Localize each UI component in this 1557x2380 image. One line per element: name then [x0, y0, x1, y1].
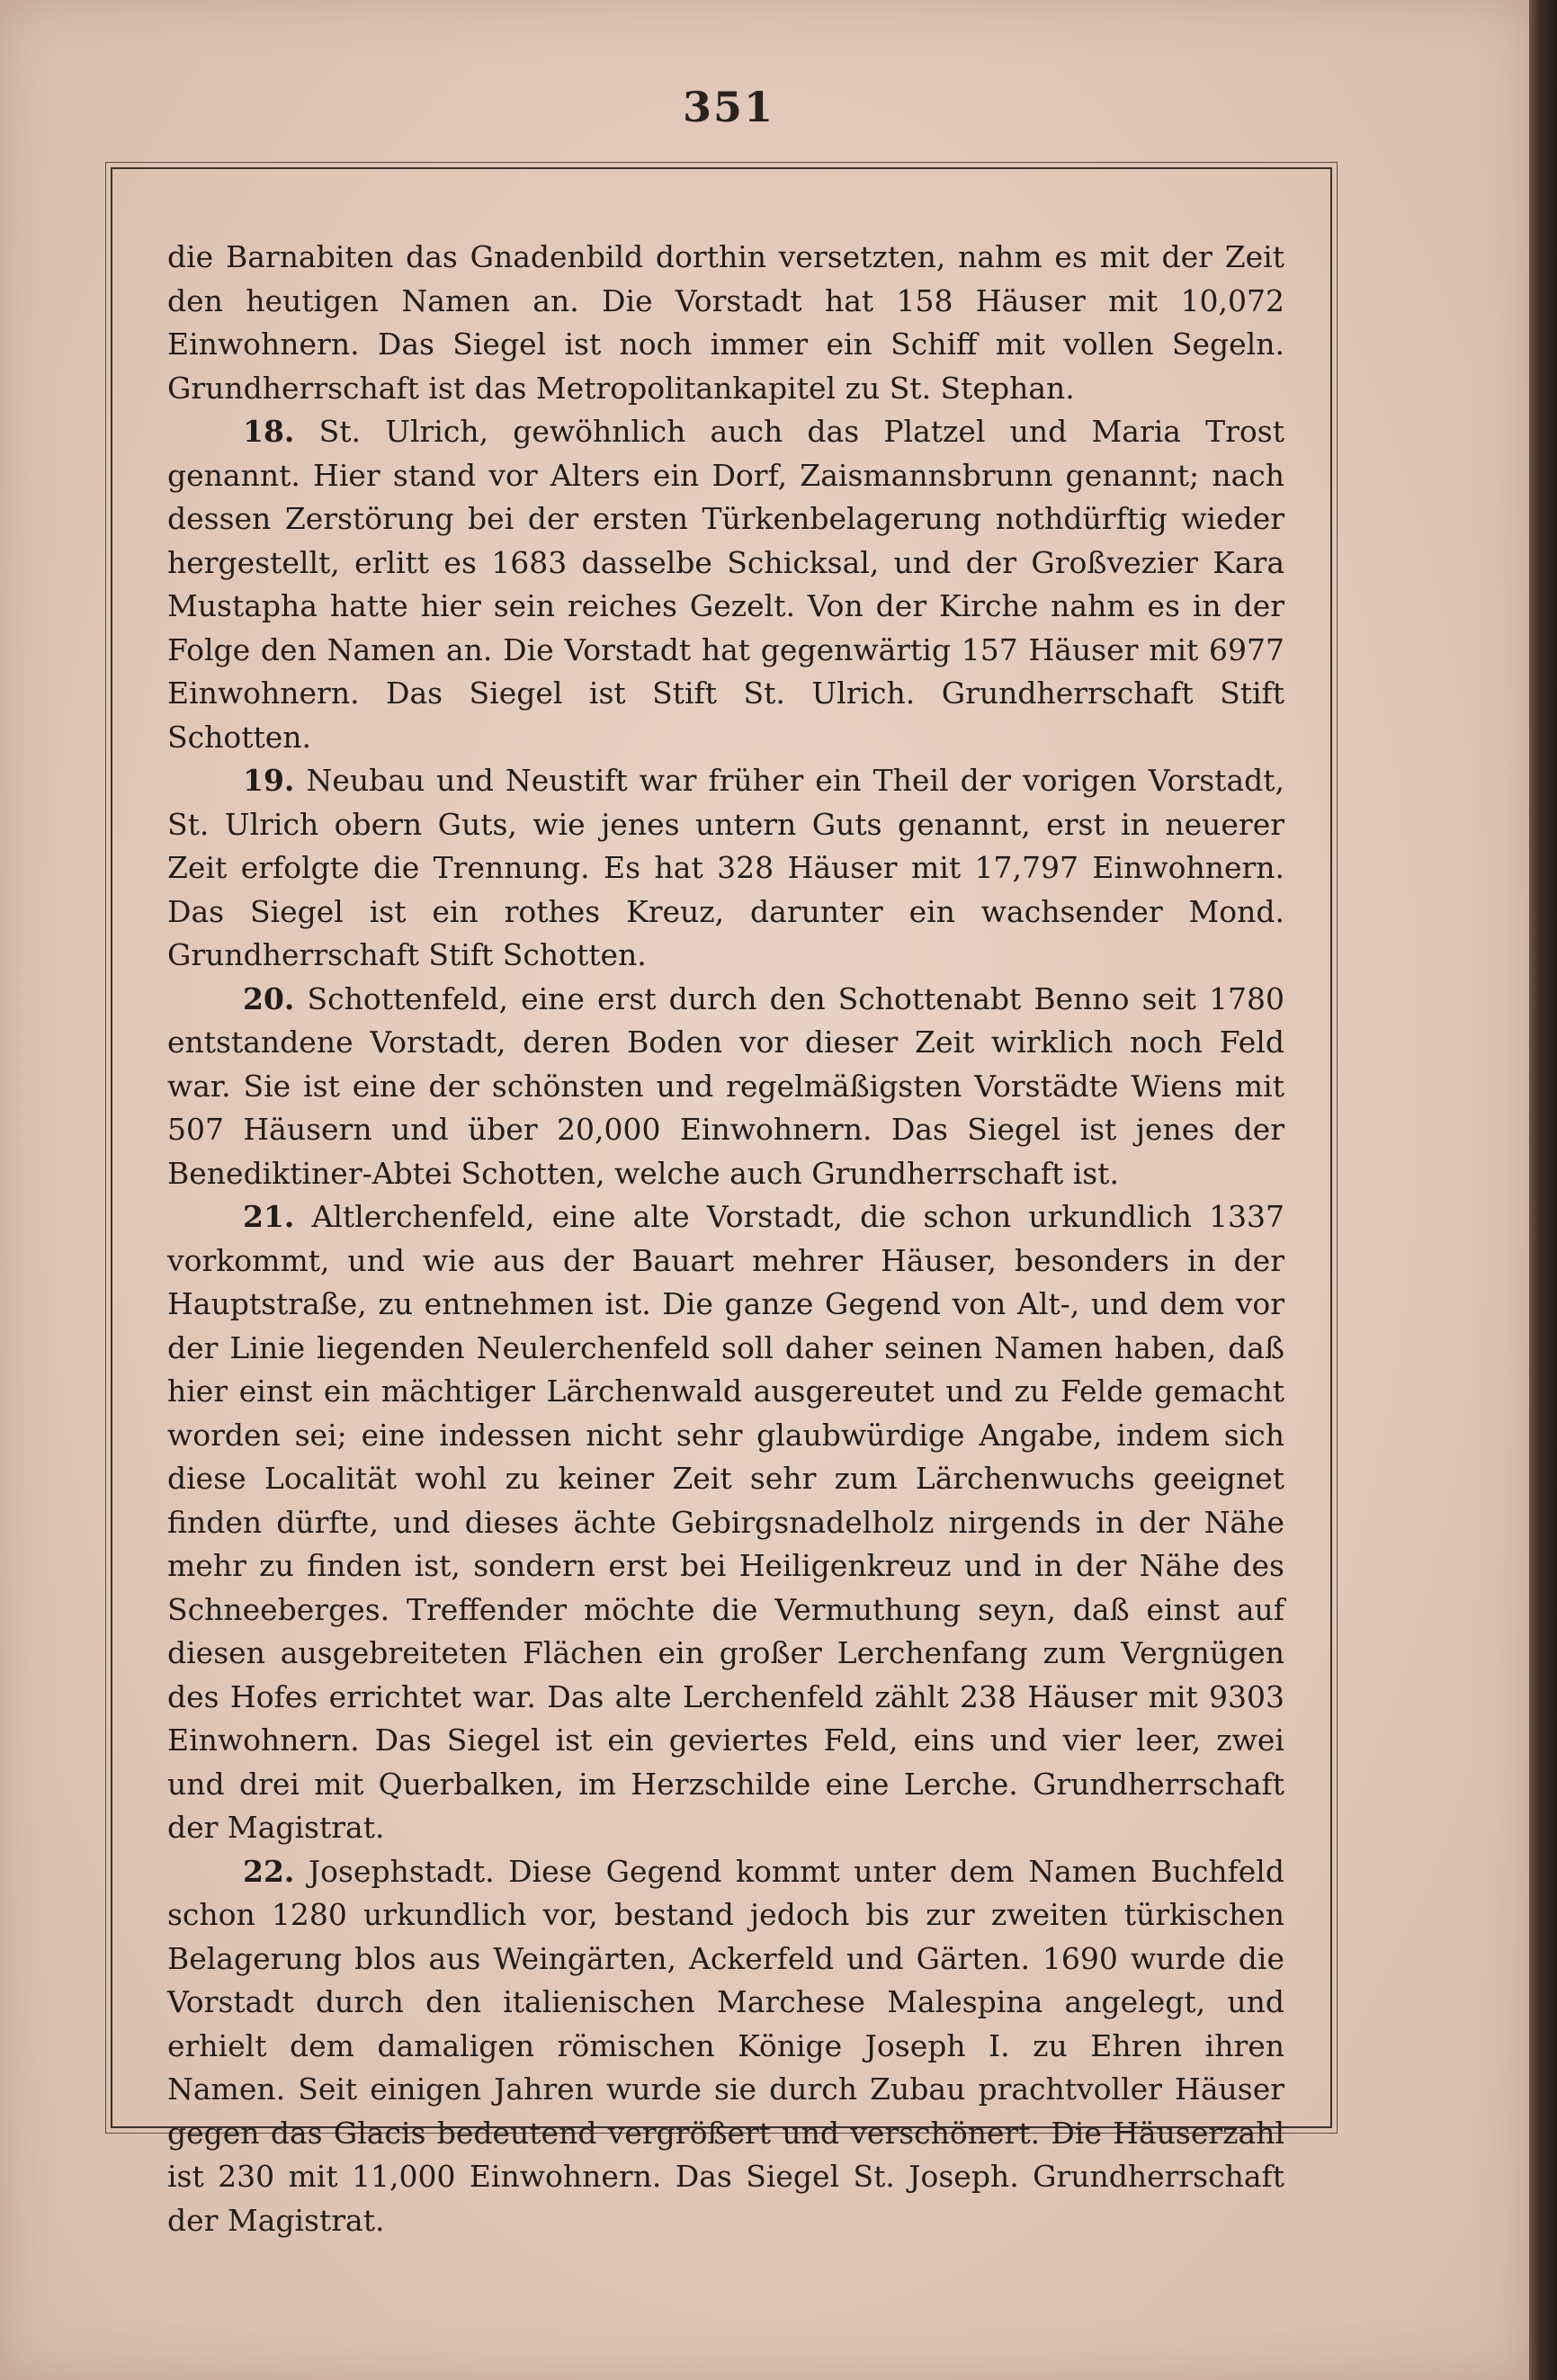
- paragraph-continuation: [167, 236, 1284, 410]
- paragraph-number: 21.: [243, 1199, 295, 1234]
- paragraph-18-st-ulrich: [167, 410, 1284, 759]
- paragraph-text: Altlerchenfeld, eine alte Vorstadt, die schon urkundlich 1337 vorkommt, und wie aus der Bauart mehrer Häuser, besonders in der Hauptstraße, zu entnehmen ist. Die ganze Gegend von Alt-, und dem vor der Linie liegenden Neulerchenfeld soll daher seinen Namen haben, daß hier einst ein mächtiger Lärchenwald ausgereutet und zu Felde gemacht worden sei; eine indessen nicht sehr glaubwürdige Angabe, indem sich diese Localität wohl zu keiner Zeit sehr zum Lärchenwuchs geeignet finden dürfte, und dieses ächte Gebirgsnadelholz nirgends in der Nähe mehr zu finden ist, sondern erst bei Heiligenkreuz und in der Nähe des Schneeberges. Treffender möchte die Vermuthung seyn, daß einst auf diesen ausgebreiteten Flächen ein großer Lerchenfang zum Vergnügen des Hofes errichtet war. Das alte Lerchenfeld zählt 238 Häuser mit 9303 Einwohnern. Das Siegel ist ein geviertes Feld, eins und vier leer, zwei und drei mit Querbalken, im Herzschilde eine Lerche. Grundherrschaft der Magistrat.: [167, 1199, 1284, 1845]
- paragraph-text: Josephstadt. Diese Gegend kommt unter dem Namen Buchfeld schon 1280 urkundlich vor, bestand jedoch bis zur zweiten türkischen Belagerung blos aus Weingärten, Ackerfeld und Gärten. 1690 wurde die Vorstadt durch den italienischen Marchese Malespina angelegt, und erhielt dem damaligen römischen Könige Joseph I. zu Ehren ihren Namen. Seit einigen Jahren wurde sie durch Zubau prachtvoller Häuser gegen das Glacis bedeutend vergrößert und verschönert. Die Häuserzahl ist 230 mit 11,000 Einwohnern. Das Siegel St. Joseph. Grundherrschaft der Magistrat.: [167, 1853, 1284, 2238]
- paragraph-21-altlerchenfeld: [167, 1195, 1284, 1850]
- paragraph-text: Schottenfeld, eine erst durch den Schottenabt Benno seit 1780 entstandene Vorstadt, deren Boden vor dieser Zeit wirklich noch Feld war. Sie ist eine der schönsten und regelmäßigsten Vorstädte Wiens mit 507 Häusern und über 20,000 Einwohnern. Das Siegel ist jenes der Benediktiner-Abtei Schotten, welche auch Grundherrschaft ist.: [167, 980, 1285, 1191]
- paragraph-20-schottenfeld: [167, 978, 1284, 1196]
- paragraph-number: 19.: [243, 763, 295, 798]
- paragraph-number: 18.: [243, 414, 295, 449]
- paragraph-text: St. Ulrich, gewöhnlich auch das Platzel und Maria Trost genannt. Hier stand vor Alters ein Dorf, Zaismannsbrunn genannt; nach dessen Zerstörung bei der ersten Türkenbelagerung nothdürftig wieder hergestellt, erlitt es 1683 dasselbe Schicksal, und der Großvezier Kara Mustapha hatte hier sein reiches Gezelt. Von der Kirche nahm es in der Folge den Namen an. Die Vorstadt hat gegenwärtig 157 Häuser mit 6977 Einwohnern. Das Siegel ist Stift St. Ulrich. Grundherrschaft Stift Schotten.: [167, 414, 1284, 755]
- body-text: [167, 236, 1284, 2242]
- paragraph-number: 22.: [243, 1853, 295, 1889]
- paragraph-19-neubau: [167, 759, 1284, 978]
- paragraph-text: die Barnabiten das Gnadenbild dorthin versetzten, nahm es mit der Zeit den heutigen Namen an. Die Vorstadt hat 158 Häuser mit 10,072 Einwohnern. Das Siegel ist noch immer ein Schiff mit vollen Segeln. Grundherrschaft ist das Metropolitankapitel zu St. Stephan.: [167, 239, 1284, 406]
- paragraph-number: 20.: [243, 980, 295, 1016]
- paragraph-text: Neubau und Neustift war früher ein Theil der vorigen Vorstadt, St. Ulrich obern Guts, wie jenes untern Guts genannt, erst in neuerer Zeit erfolgte die Trennung. Es hat 328 Häuser mit 17,797 Einwohnern. Das Siegel ist ein rothes Kreuz, darunter ein wachsender Mond. Grundherrschaft Stift Schotten.: [167, 763, 1284, 972]
- paragraph-22-josephstadt: [167, 1850, 1284, 2243]
- page-number: 351: [682, 83, 775, 131]
- book-spine-edge: [1529, 0, 1557, 2380]
